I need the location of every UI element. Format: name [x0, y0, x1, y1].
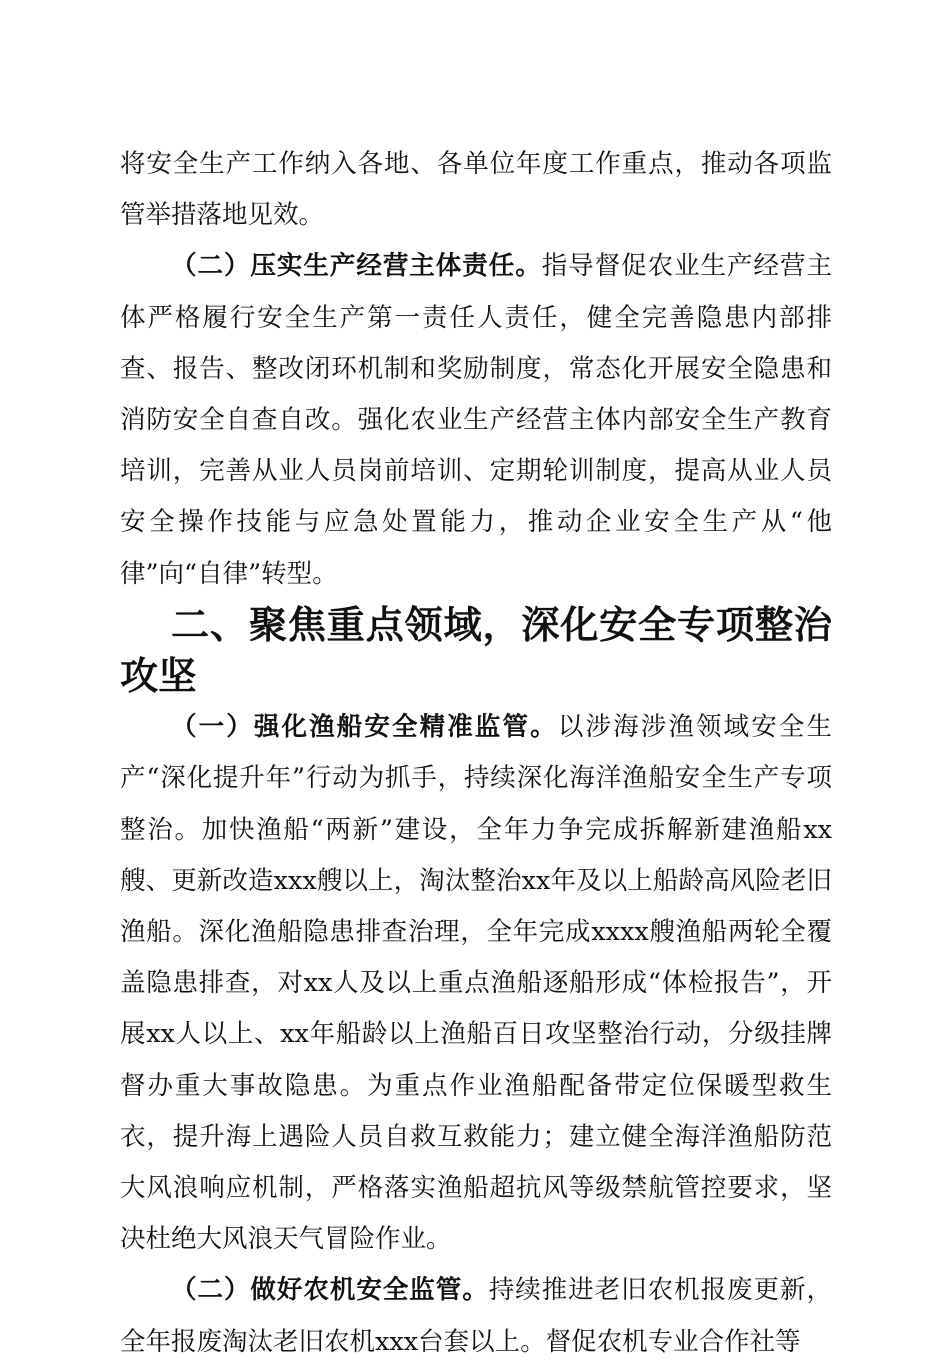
paragraph-farm-machinery-safety — [120, 1265, 832, 1367]
paragraph-text: 指导督促农业生产经营主体严格履行安全生产第一责任人责任，健全完善隐患内部排查、报告、整改闭环机制和奖励制度，常态化开展安全隐患和消防安全自查自改。强化农业生产经营主体内部安全生产教育培训，完善从业人员岗前培训、定期轮训制度，提高从业人员安全操作技能与应急处置能力，推动企业安全生产从“他律”向“自律”转型。 — [120, 251, 832, 589]
paragraph-text: 持续推进老旧农机报废更新，全年报废淘汰老旧农机xxx台套以上。督促农机专业合作社等 — [120, 1275, 832, 1357]
paragraph-text: 以涉海涉渔领域安全生产“深化提升年”行动为抓手，持续深化海洋渔船安全生产专项整治。加快渔船“两新”建设，全年力争完成拆解新建渔船xx艘、更新改造xxx艘以上，淘汰整治xx年及以上船龄高风险老旧渔船。深化渔船隐患排查治理，全年完成xxxx艘渔船两轮全覆盖隐患排查，对xx人及以上重点渔船逐船形成“体检报告”，开展xx人以上、xx年船龄以上渔船百日攻坚整治行动，分级挂牌督办重大事故隐患。为重点作业渔船配备带定位保暖型救生衣，提升海上遇险人员自救互救能力；建立健全海洋渔船防范大风浪响应机制，严格落实渔船超抗风等级禁航管控要求，坚决杜绝大风浪天气冒险作业。 — [120, 712, 832, 1255]
paragraph-text: 将安全生产工作纳入各地、各单位年度工作重点，推动各项监管举措落地见效。 — [120, 149, 832, 231]
paragraph-lead: （二）做好农机安全监管。 — [171, 1275, 489, 1306]
paragraph-continuation — [120, 139, 832, 241]
section-heading: 二、聚焦重点领域，深化安全专项整治攻坚 — [120, 602, 832, 700]
paragraph-lead: （一）强化渔船安全精准监管。 — [171, 712, 558, 743]
paragraph-lead: （二）压实生产经营主体责任。 — [171, 251, 542, 282]
document-page — [120, 139, 832, 1368]
paragraph-fishing-vessel-safety — [120, 702, 832, 1265]
paragraph-producer-responsibility — [120, 241, 832, 599]
